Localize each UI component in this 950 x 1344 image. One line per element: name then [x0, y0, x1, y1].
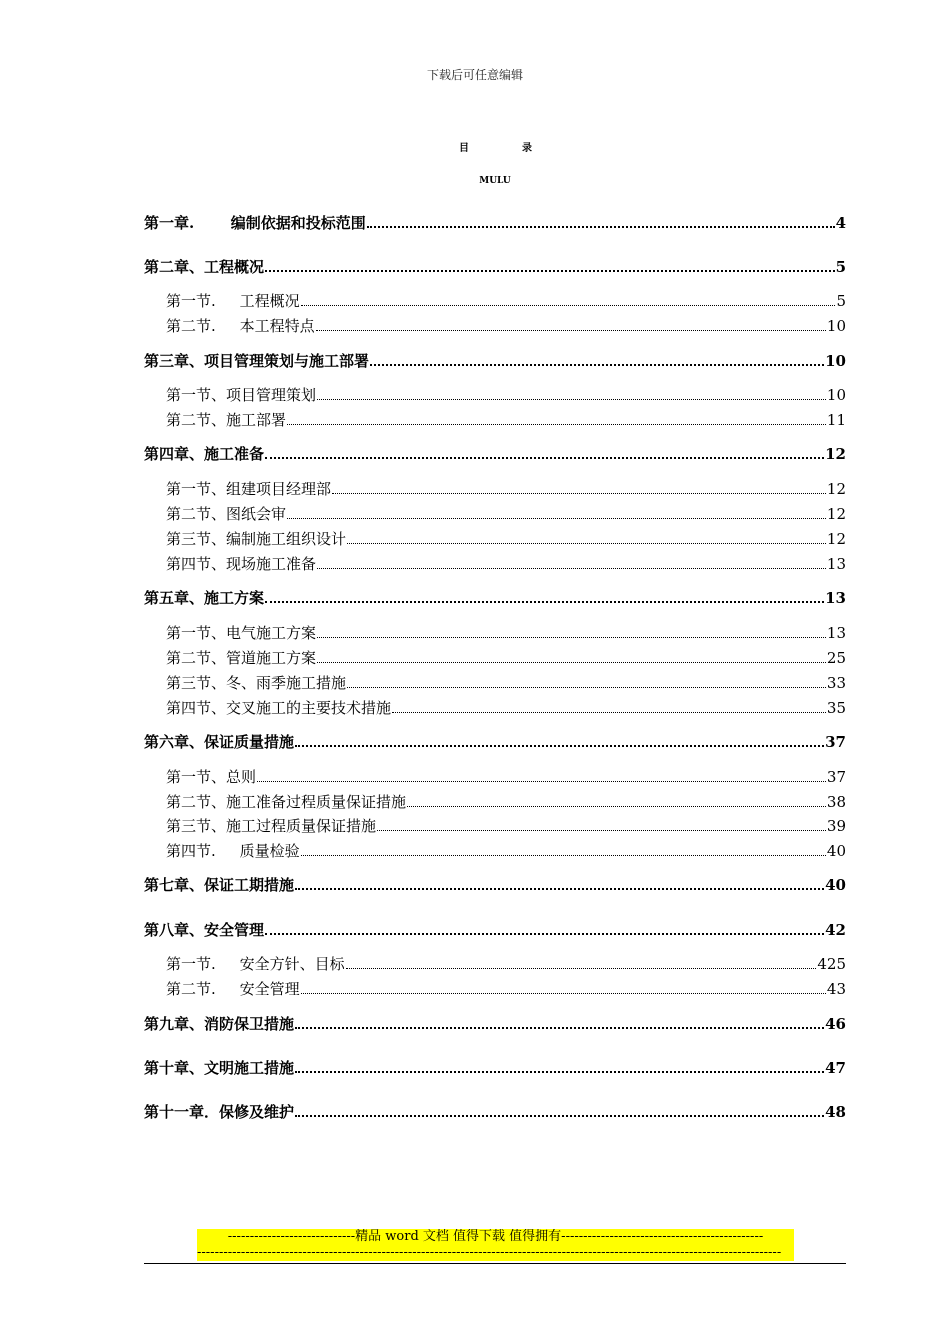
toc-leader-dots: [295, 1114, 824, 1117]
toc-section-entry[interactable]: [166, 409, 846, 430]
toc-section-entry[interactable]: [166, 815, 846, 836]
toc-entry-page: 39: [826, 817, 846, 835]
toc-entry-label: 第一节. 工程概况: [166, 292, 300, 310]
toc-entry-page: 46: [825, 1015, 846, 1033]
toc-leader-dots: [295, 1026, 824, 1029]
toc-entry-page: 4: [835, 214, 846, 232]
toc-chapter-entry[interactable]: [144, 1101, 846, 1122]
toc-leader-dots: [317, 661, 826, 663]
toc-section-entry[interactable]: [166, 622, 846, 643]
toc-entry-label: 第八章、安全管理: [144, 921, 265, 939]
toc-entry-label: 第四节、交叉施工的主要技术措施: [166, 699, 392, 717]
toc-entry-page: 10: [826, 317, 846, 335]
toc-title-right: 录: [522, 143, 532, 154]
toc-entry-label: 第六章、保证质量措施: [144, 733, 295, 751]
toc-section-entry[interactable]: [166, 840, 846, 861]
toc-title-left: 目: [459, 143, 469, 154]
toc-entry-label: 第五章、施工方案: [144, 589, 265, 607]
toc-chapter-entry[interactable]: [144, 256, 846, 277]
toc-entry-page: 40: [826, 842, 846, 860]
toc-entry-page: 38: [826, 793, 846, 811]
toc-entry-label: 第四节、现场施工准备: [166, 555, 317, 573]
toc-entry-label: 第七章、保证工期措施: [144, 876, 295, 894]
toc-leader-dots: [301, 304, 836, 306]
toc-entry-page: 13: [825, 589, 846, 607]
toc-entry-page: 12: [826, 505, 846, 523]
toc-chapter-entry[interactable]: [144, 587, 846, 608]
toc-leader-dots: [346, 967, 817, 969]
toc-leader-dots: [332, 492, 826, 494]
toc-entry-page: 5: [835, 258, 846, 276]
toc-leader-dots: [316, 329, 826, 331]
toc-entry-label: 第二节、施工准备过程质量保证措施: [166, 793, 407, 811]
toc-entry-page: 13: [826, 555, 846, 573]
toc-entry-page: 43: [826, 980, 846, 998]
toc-entry-page: 25: [826, 649, 846, 667]
toc-entry-label: 第二章、工程概况: [144, 258, 265, 276]
toc-entry-page: 425: [817, 955, 846, 973]
toc-entry-label: 第三节、冬、雨季施工措施: [166, 674, 347, 692]
footer-banner-line2: -------------------------------------------------------------------------------------------------------------------------------------: [197, 1245, 782, 1260]
toc-chapter-entry[interactable]: [144, 874, 846, 895]
toc-leader-dots: [317, 567, 826, 569]
toc-section-entry[interactable]: [166, 647, 846, 668]
toc-entry-page: 35: [826, 699, 846, 717]
toc-section-entry[interactable]: [166, 528, 846, 549]
toc-entry-label: 第一节. 安全方针、目标: [166, 955, 345, 973]
toc-entry-label: 第四章、施工准备: [144, 445, 265, 463]
toc-leader-dots: [295, 744, 824, 747]
toc-section-entry[interactable]: [166, 290, 846, 311]
toc-leader-dots: [347, 686, 826, 688]
toc-leader-dots: [392, 711, 826, 713]
toc-entry-page: 12: [826, 480, 846, 498]
toc-entry-page: 42: [825, 921, 846, 939]
toc-entry-label: 第一节、项目管理策划: [166, 386, 317, 404]
toc-entry-label: 第二节、管道施工方案: [166, 649, 317, 667]
toc-chapter-entry[interactable]: [144, 731, 846, 752]
toc-entry-label: 第二节. 安全管理: [166, 980, 300, 998]
toc-entry-label: 第三章、项目管理策划与施工部署: [144, 352, 370, 370]
toc-leader-dots: [295, 1070, 824, 1073]
toc-entry-page: 11: [826, 411, 846, 429]
toc-leader-dots: [295, 887, 824, 890]
toc-entry-label: 第四节. 质量检验: [166, 842, 300, 860]
toc-entry-page: 40: [825, 876, 846, 894]
toc-entry-label: 第二节、施工部署: [166, 411, 287, 429]
toc-entry-label: 第九章、消防保卫措施: [144, 1015, 295, 1033]
toc-chapter-entry[interactable]: [144, 1057, 846, 1078]
toc-entry-page: 48: [825, 1103, 846, 1121]
toc-leader-dots: [317, 398, 826, 400]
toc-entry-label: 第一节、总则: [166, 768, 257, 786]
footer-banner-line1: -----------------------------精品 word 文档 值得下载 值得拥有----------------------------------------------: [227, 1229, 764, 1244]
toc-section-entry[interactable]: [166, 953, 846, 974]
footer-banner: [197, 1229, 794, 1261]
toc-section-entry[interactable]: [166, 478, 846, 499]
toc-chapter-entry[interactable]: [144, 1013, 846, 1034]
toc-entry-label: 第一章. 编制依据和投标范围: [144, 214, 366, 232]
toc-leader-dots: [257, 780, 826, 782]
toc-chapter-entry[interactable]: [144, 212, 846, 233]
toc-entry-page: 10: [825, 352, 846, 370]
header-note: 下载后可任意编辑: [426, 68, 523, 82]
toc-entry-page: 47: [825, 1059, 846, 1077]
toc-leader-dots: [265, 932, 824, 935]
toc-section-entry[interactable]: [166, 978, 846, 999]
toc-entry-label: 第十一章．保修及维护: [144, 1103, 295, 1121]
toc-section-entry[interactable]: [166, 672, 846, 693]
toc-section-entry[interactable]: [166, 766, 846, 787]
toc-leader-dots: [287, 517, 826, 519]
toc-entry-page: 5: [836, 292, 846, 310]
toc-leader-dots: [407, 805, 826, 807]
toc-entry-page: 12: [825, 445, 846, 463]
toc-entry-label: 第三节、编制施工组织设计: [166, 530, 347, 548]
toc-section-entry[interactable]: [166, 553, 846, 574]
toc-leader-dots: [301, 854, 826, 856]
toc-section-entry[interactable]: [166, 791, 846, 812]
toc-entry-page: 10: [826, 386, 846, 404]
toc-subtitle: MULU: [479, 176, 511, 186]
footer-rule: [144, 1263, 846, 1264]
toc-entry-label: 第二节. 本工程特点: [166, 317, 315, 335]
toc-chapter-entry[interactable]: [144, 443, 846, 464]
toc-section-entry[interactable]: [166, 697, 846, 718]
toc-leader-dots: [265, 456, 824, 459]
toc-entry-label: 第一节、电气施工方案: [166, 624, 317, 642]
toc-entry-label: 第三节、施工过程质量保证措施: [166, 817, 377, 835]
toc-leader-dots: [265, 269, 835, 272]
toc-leader-dots: [265, 600, 824, 603]
toc-leader-dots: [377, 829, 826, 831]
toc-entry-page: 37: [826, 768, 846, 786]
toc-section-entry[interactable]: [166, 503, 846, 524]
toc-section-entry[interactable]: [166, 384, 846, 405]
toc-entry-page: 33: [826, 674, 846, 692]
toc-entry-page: 13: [826, 624, 846, 642]
toc-section-entry[interactable]: [166, 315, 846, 336]
toc-leader-dots: [317, 636, 826, 638]
toc-entry-page: 37: [825, 733, 846, 751]
toc-entry-label: 第十章、文明施工措施: [144, 1059, 295, 1077]
toc-leader-dots: [301, 992, 826, 994]
toc-leader-dots: [367, 225, 835, 228]
toc-leader-dots: [287, 423, 826, 425]
toc-entry-page: 12: [826, 530, 846, 548]
toc-entry-label: 第二节、图纸会审: [166, 505, 287, 523]
toc-chapter-entry[interactable]: [144, 919, 846, 940]
toc-chapter-entry[interactable]: [144, 350, 846, 371]
toc-leader-dots: [370, 363, 824, 366]
toc-leader-dots: [347, 542, 826, 544]
toc-entry-label: 第一节、组建项目经理部: [166, 480, 332, 498]
